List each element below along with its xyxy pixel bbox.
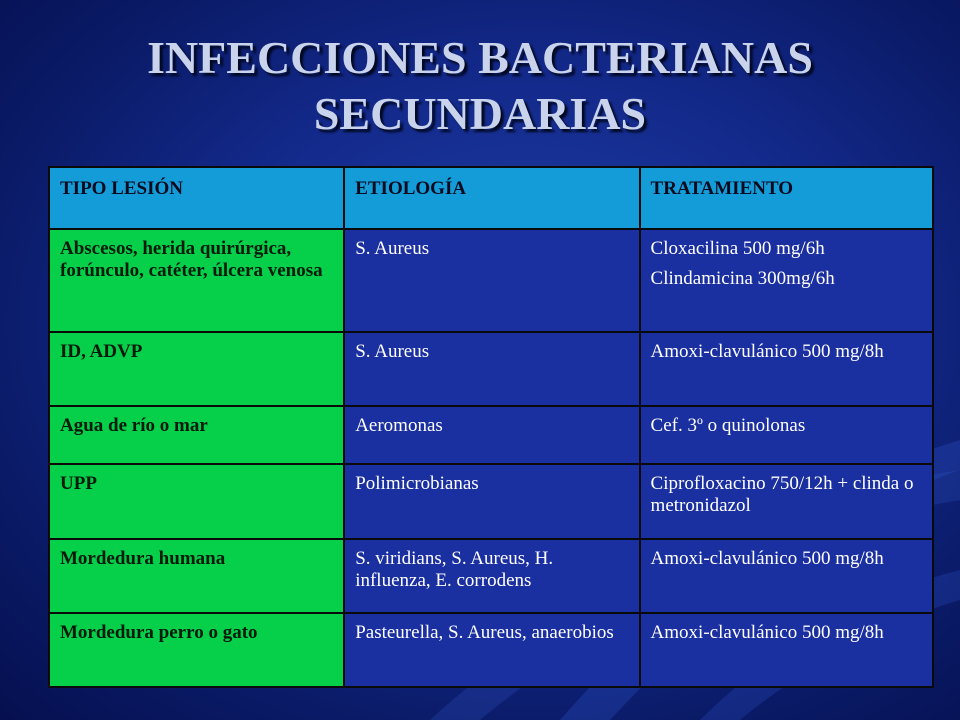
etiologia-cell: S. Aureus — [344, 332, 639, 406]
etiologia-cell: S. Aureus — [344, 229, 639, 332]
etiologia-cell: Aeromonas — [344, 406, 639, 464]
table-row — [49, 406, 933, 464]
tratamiento-line: Amoxi-clavulánico 500 mg/8h — [650, 622, 884, 643]
tratamiento-cell — [640, 539, 933, 613]
tratamiento-cell — [640, 464, 933, 539]
tratamiento-cell — [640, 229, 933, 332]
lesion-cell: Mordedura perro o gato — [49, 613, 344, 687]
lesion-cell: Abscesos, herida quirúrgica, forúnculo, catéter, úlcera venosa — [49, 229, 344, 332]
lesion-cell: UPP — [49, 464, 344, 539]
header-tipo-lesion: TIPO LESIÓN — [49, 167, 344, 229]
table-row — [49, 229, 933, 332]
slide-title — [40, 30, 920, 142]
tratamiento-line: Amoxi-clavulánico 500 mg/8h — [650, 548, 884, 569]
table-row — [49, 332, 933, 406]
tratamiento-line: Cef. 3º o quinolonas — [650, 415, 806, 436]
etiologia-cell: Polimicrobianas — [344, 464, 639, 539]
slide-title-line-1: INFECCIONES BACTERIANAS — [147, 32, 813, 83]
infections-table — [48, 166, 934, 688]
tratamiento-line: Clindamicina 300mg/6h — [650, 268, 835, 289]
tratamiento-line: Ciprofloxacino 750/12h + clinda o metronidazol — [650, 473, 914, 516]
tratamiento-line: Amoxi-clavulánico 500 mg/8h — [650, 341, 884, 362]
table-header-row — [49, 167, 933, 229]
tratamiento-cell — [640, 332, 933, 406]
lesion-cell: Mordedura humana — [49, 539, 344, 613]
etiologia-cell: S. viridians, S. Aureus, H. influenza, E. corrodens — [344, 539, 639, 613]
tratamiento-cell — [640, 406, 933, 464]
header-tratamiento: TRATAMIENTO — [640, 167, 933, 229]
table-row — [49, 539, 933, 613]
tratamiento-line: Cloxacilina 500 mg/6h — [650, 238, 825, 259]
table-row — [49, 613, 933, 687]
tratamiento-cell — [640, 613, 933, 687]
header-etiologia: ETIOLOGÍA — [344, 167, 639, 229]
slide-title-line-2: SECUNDARIAS — [313, 88, 647, 139]
lesion-cell: Agua de río o mar — [49, 406, 344, 464]
lesion-cell: ID, ADVP — [49, 332, 344, 406]
etiologia-cell: Pasteurella, S. Aureus, anaerobios — [344, 613, 639, 687]
table-row — [49, 464, 933, 539]
